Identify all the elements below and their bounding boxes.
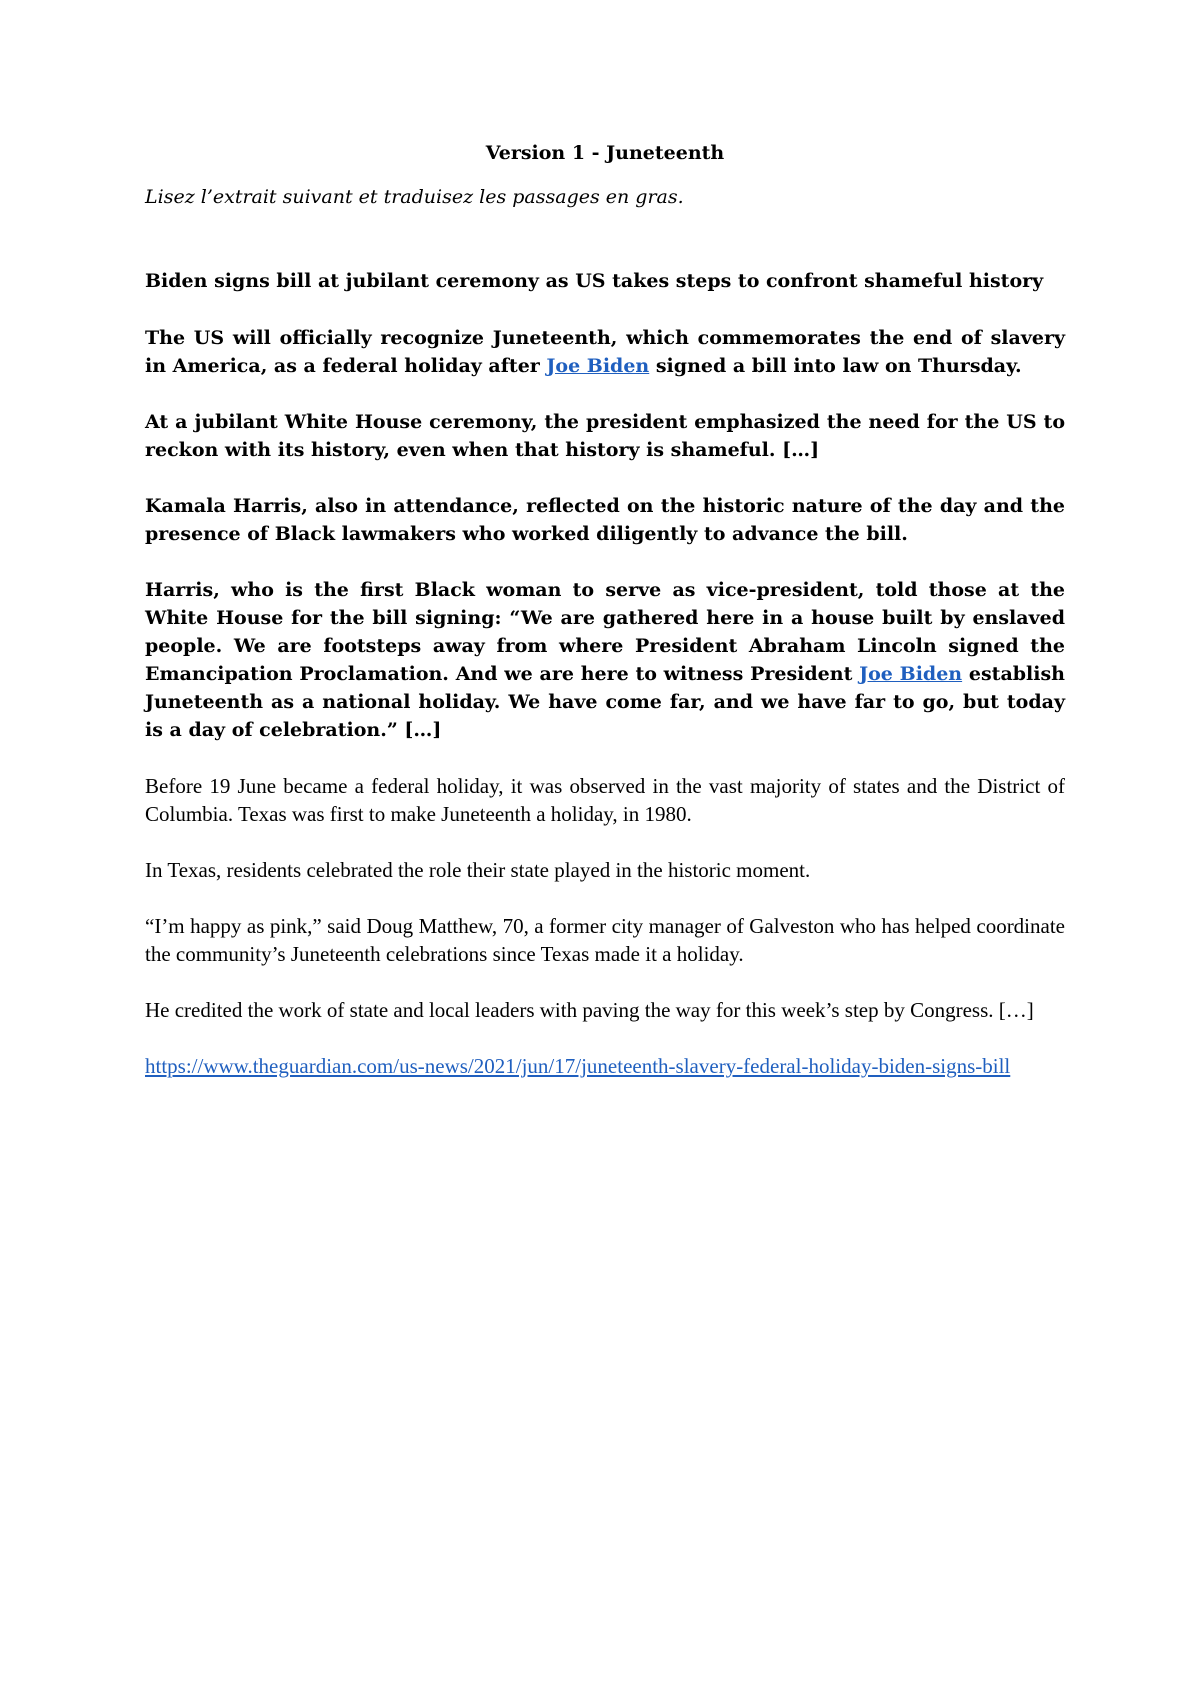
paragraph-8: He credited the work of state and local leaders with paving the way for this week’s step by Congress. […] xyxy=(145,998,1034,1022)
paragraph-7: “I’m happy as pink,” said Doug Matthew, 70, a former city manager of Galveston who has helped coordinate the community’s Juneteenth celebrations since Texas made it a holiday. xyxy=(145,914,1065,966)
paragraph-4-text-start: Harris, who is the first Black woman to serve as vice-president, told those at the White House for the bill signing: “We are gathered here in a house built by enslaved people. We are footsteps away from where President Abraham Lincoln signed the Emancipation Proclamation. And we are here to witness President xyxy=(145,579,1065,685)
paragraph-1-text-start: The US will officially recognize Juneteenth, which commemorates the end of slavery in America, as a federal holiday after xyxy=(145,327,1065,377)
instruction-text: Lisez l’extrait suivant et traduisez les passages en gras. xyxy=(145,186,684,208)
paragraph-1 xyxy=(145,324,1065,380)
paragraph-5: Before 19 June became a federal holiday, it was observed in the vast majority of states and the District of Columbia. Texas was first to make Juneteenth a holiday, in 1980. xyxy=(145,774,1065,826)
paragraph-2: At a jubilant White House ceremony, the president emphasized the need for the US to reckon with its history, even when that history is shameful. […] xyxy=(145,411,1065,461)
paragraph-4-text-end: establish Juneteenth as a national holiday. We have come far, and we have far to go, but today is a day of celebration.” […] xyxy=(145,663,1065,741)
paragraph-6: In Texas, residents celebrated the role their state played in the historic moment. xyxy=(145,858,811,882)
article-headline: Biden signs bill at jubilant ceremony as US takes steps to confront shameful history xyxy=(145,270,1044,292)
source-url-paragraph xyxy=(145,1052,1065,1080)
paragraph-1-text-end: signed a bill into law on Thursday. xyxy=(649,355,1022,377)
source-url-link[interactable]: https://www.theguardian.com/us-news/2021/jun/17/juneteenth-slavery-federal-holiday-biden-signs-bill xyxy=(145,1054,1011,1078)
joe-biden-link[interactable]: Joe Biden xyxy=(546,355,650,377)
paragraph-3: Kamala Harris, also in attendance, reflected on the historic nature of the day and the presence of Black lawmakers who worked diligently to advance the bill. xyxy=(145,495,1065,545)
paragraph-4 xyxy=(145,576,1065,744)
joe-biden-link-2[interactable]: Joe Biden xyxy=(859,663,963,685)
document-page xyxy=(145,140,1065,1108)
document-title: Version 1 - Juneteenth xyxy=(485,142,725,164)
